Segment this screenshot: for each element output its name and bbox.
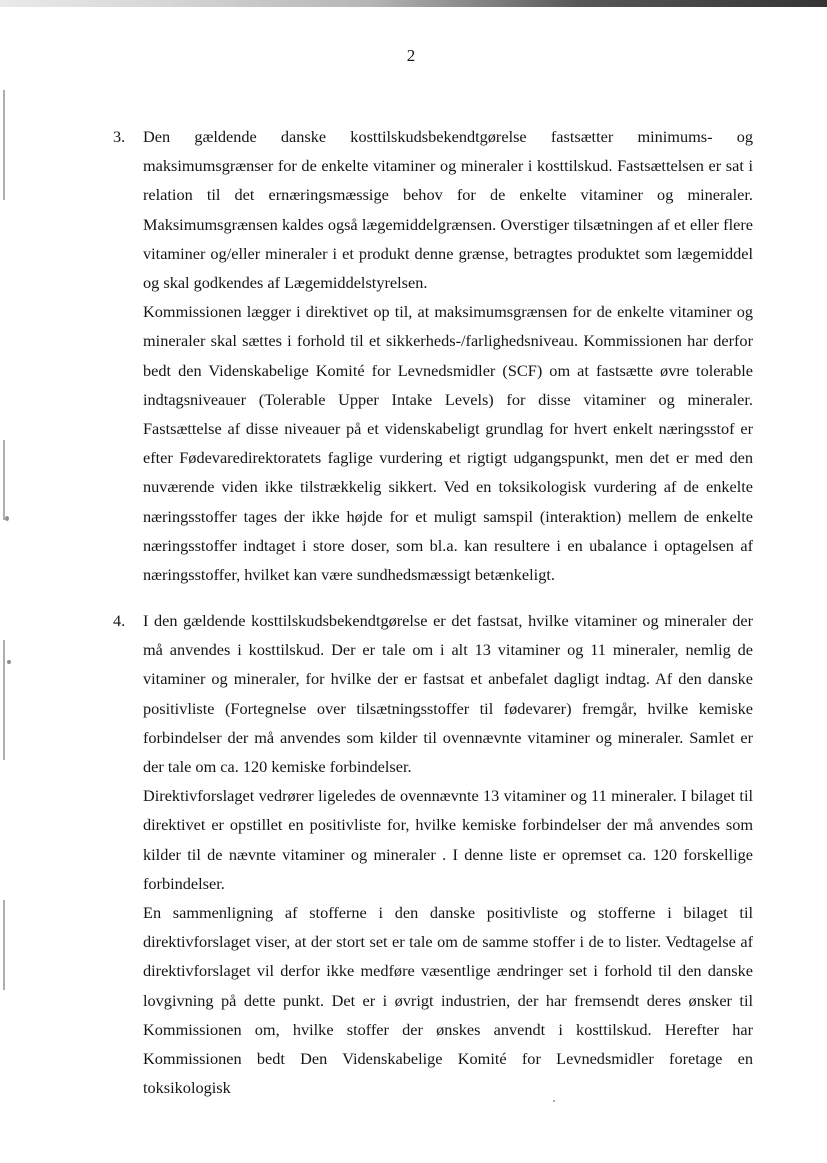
section-number: 3. bbox=[113, 127, 126, 146]
body-paragraph: Kommissionen lægger i direktivet op til, at maksimumsgrænsen for de enkelte vitaminer og mineraler skal sættes i forhold til et sikkerheds-/farlighedsniveau. Kommissionen har derfor bedt den Videnskabelige Komité for Levnedsmidler (SCF) om at fastsætte øvre tolerable indtagsniveauer (Tolerable Upper Intake Levels) for disse vitaminer og mineraler. Fastsættelse af disse niveauer på et videnskabeligt grundlag for hvert enkelt næringsstof er efter Fødevaredirektoratets faglige vurdering et rigtigt udgangspunkt, men det er med den nuværende viden ikke tilstrækkelig sikkert. Ved en toksikologisk vurdering af de enkelte næringsstoffer tages der ikke højde for et muligt samspil (interaktion) mellem de enkelte næringsstoffer indtaget i store doser, som bl.a. kan resultere i en ubalance i optagelsen af næringsstoffer, hvilket kan være sundhedsmæssigt betænkeligt. bbox=[143, 302, 753, 585]
scan-speck bbox=[7, 660, 11, 664]
scan-left-edge-mark bbox=[3, 90, 5, 200]
scan-left-edge-mark bbox=[3, 640, 5, 760]
scan-top-edge bbox=[0, 0, 827, 7]
numbered-section bbox=[113, 606, 753, 1102]
scan-left-edge-mark bbox=[3, 900, 5, 990]
body-paragraph: En sammenligning af stofferne i den danske positivliste og stofferne i bilaget til direktivforslaget viser, at der stort set er tale om de samme stoffer i de to lister. Vedtagelse af direktivforslaget vil derfor ikke medføre væsentlige ændringer set i forhold til den danske lovgivning på dette punkt. Det er i øvrigt industrien, der har fremsendt deres ønsker til Kommissionen om, hvilke stoffer der ønskes anvendt i kosttilskud. Herefter har Kommissionen bedt Den Videnskabelige Komité for Levnedsmidler foretage en toksikologisk bbox=[143, 903, 753, 1098]
page-number: 2 bbox=[406, 46, 416, 65]
body-paragraph: Direktivforslaget vedrører ligeledes de ovennævnte 13 vitaminer og 11 mineraler. I bilaget til direktivet er opstillet en positivliste for, hvilke kemiske forbindelser der må anvendes som kilder til de nævnte vitaminer og mineraler . I denne liste er opremset ca. 120 forskellige forbindelser. bbox=[143, 786, 753, 893]
scan-speck bbox=[5, 516, 9, 521]
body-paragraph: I den gældende kosttilskudsbekendtgørelse er det fastsat, hvilke vitaminer og mineraler der må anvendes i kosttilskud. Der er tale om i alt 13 vitaminer og 11 mineraler, nemlig de vitaminer og mineraler, for hvilke der er fastsat et anbefalet dagligt indtag. Af den danske positivliste (Fortegnelse over tilsætningsstoffer til fødevarer) fremgår, hvilke kemiske forbindelser der må anvendes som kilder til ovennævnte vitaminer og mineraler. Samlet er der tale om ca. 120 kemiske forbindelser. bbox=[143, 611, 753, 777]
numbered-section bbox=[113, 122, 753, 589]
section-number: 4. bbox=[113, 611, 126, 630]
body-paragraph: Den gældende danske kosttilskudsbekendtgørelse fastsætter minimums- og maksimumsgrænser for de enkelte vitaminer og mineraler i kosttilskud. Fastsættelsen er sat i relation til det ernæringsmæssige behov for de enkelte vitaminer og mineraler. Maksimumsgrænsen kaldes også lægemiddelgrænsen. Overstiger tilsætningen af et eller flere vitaminer og/eller mineraler i et produkt denne grænse, betragtes produktet som lægemiddel og skal godkendes af Lægemiddelstyrelsen. bbox=[143, 127, 753, 293]
scan-left-edge-mark bbox=[3, 440, 5, 520]
